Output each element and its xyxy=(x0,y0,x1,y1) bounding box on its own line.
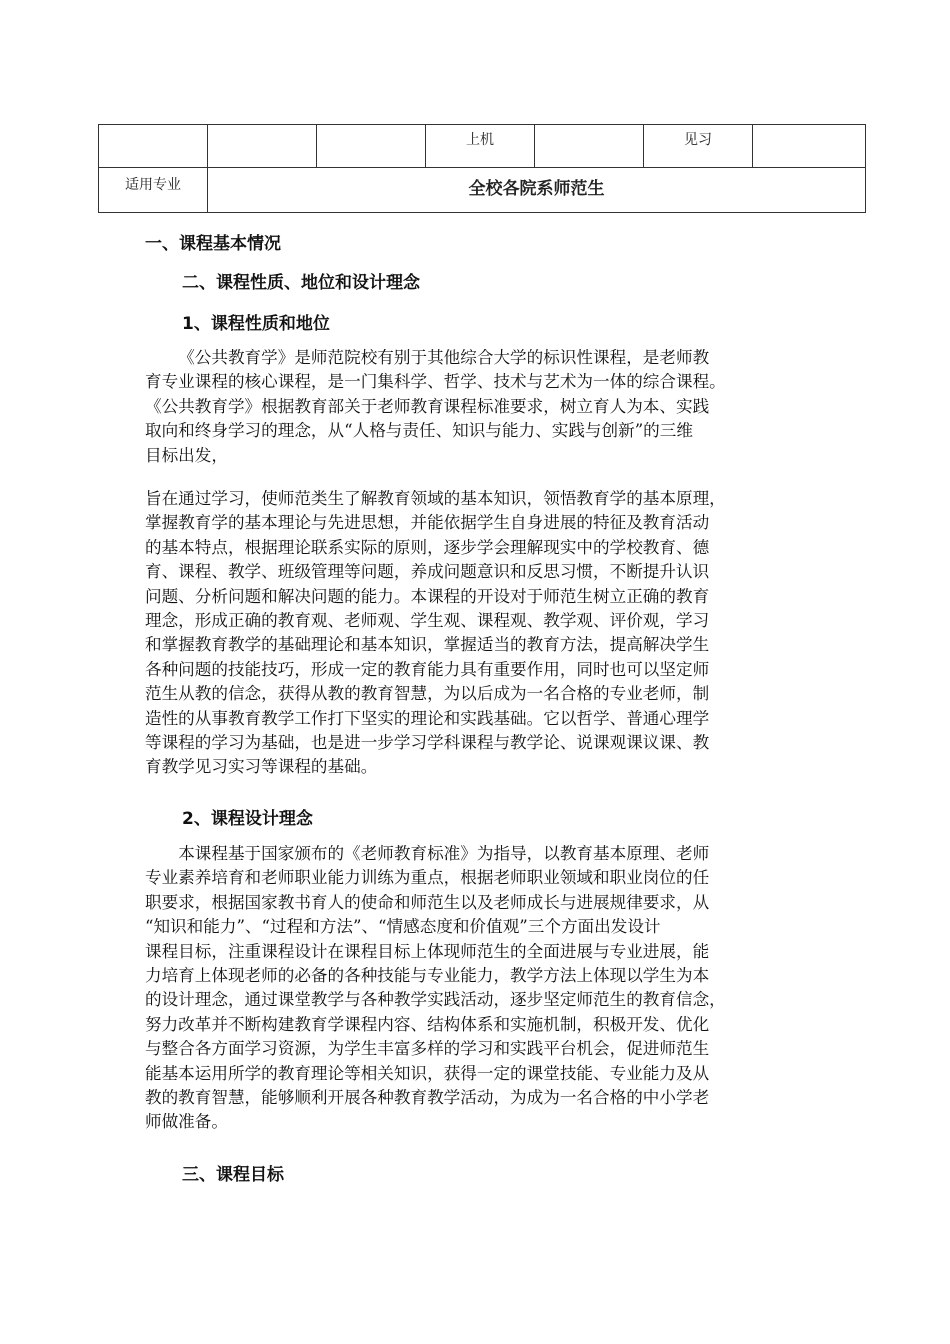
paragraph-nature: 《公共教育学》是师范院校有别于其他综合大学的标识性课程，是老师教 育专业课程的核心课程，是一门集科学、哲学、技术与艺术为一体的综合课程。 《公共教育学》根据教育部关于老师教育课程标准要求，树立育人为本、实践 取向和终身学习的理念，从“人格与责任、知识与能力、实践与创新”的三维 目标出发， xyxy=(145,348,726,465)
table-cell-computer-label: 上机 xyxy=(426,125,535,168)
heading-basic-info: 一、课程基本情况 xyxy=(145,234,281,254)
heading-design-concept: 2、课程设计理念 xyxy=(182,809,313,829)
table-row xyxy=(99,125,866,168)
course-info-table xyxy=(98,124,866,213)
table-cell xyxy=(208,125,317,168)
table-cell xyxy=(317,125,426,168)
paragraph-goals: 旨在通过学习，使师范类生了解教育领域的基本知识，领悟教育学的基本原理， 掌握教育学的基本理论与先进思想，并能依据学生自身进展的特征及教育活动 的基本特点，根据理论联系实际的原则，逐步学会理解现实中的学校教育、德 育、课程、教学、班级管理等问题，养成问题意识和反思习惯，不断提升认识 问题、分析问题和解决问题的能力。本课程的开设对于师范生树立正确的教育 理念，形成正确的教育观、老师观、学生观、课程观、教学观、评价观，学习 和掌握教育教学的基础理论和基本知识，掌握适当的教育方法，提高解决学生 各种问题的技能技巧，形成一定的教育能力具有重要作用，同时也可以坚定师 范生从教的信念，获得从教的教育智慧，为以后成为一名合格的专业老师，制 造性的从事教育教学工作打下坚实的理论和实践基础。它以哲学、普通心理学 等课程的学习为基础，也是进一步学习学科课程与教学论、说课观课议课、教 育教学见习实习等课程的基础。 xyxy=(145,489,726,777)
table-row xyxy=(99,168,866,213)
paragraph-design: 本课程基于国家颁布的《老师教育标准》为指导，以教育基本原理、老师 专业素养培育和老师职业能力训练为重点，根据老师职业领域和职业岗位的任 职要求，根据国家教书育人的使命和师范生以及老师成长与进展规律要求，从 “知识和能力”、“过程和方法”、“情感态度和价值观”三个方面出发设计 课程目标，注重课程设计在课程目标上体现师范生的全面进展与专业进展，能 力培育上体现老师的必备的各种技能与专业能力，教学方法上体现以学生为本 的设计理念，通过课堂教学与各种教学实践活动，逐步坚定师范生的教育信念， 努力改革并不断构建教育学课程内容、结构体系和实施机制，积极开发、优化 与整合各方面学习资源，为学生丰富多样的学习和实践平台机会，促进师范生 能基本运用所学的教育理论等相关知识，获得一定的课堂技能、专业能力及从 教的教育智慧，能够顺利开展各种教育教学活动，为成为一名合格的中小学老 师做准备。 xyxy=(145,844,726,1132)
applicable-major-label: 适用专业 xyxy=(99,168,208,213)
heading-nature-position: 二、课程性质、地位和设计理念 xyxy=(182,273,420,293)
table-cell xyxy=(535,125,644,168)
table-cell xyxy=(99,125,208,168)
heading-course-objectives: 三、课程目标 xyxy=(182,1165,284,1185)
table-cell-practice-label: 见习 xyxy=(644,125,753,168)
applicable-major-value: 全校各院系师范生 xyxy=(208,168,866,213)
heading-nature: 1、课程性质和地位 xyxy=(182,314,330,334)
table-cell xyxy=(753,125,866,168)
